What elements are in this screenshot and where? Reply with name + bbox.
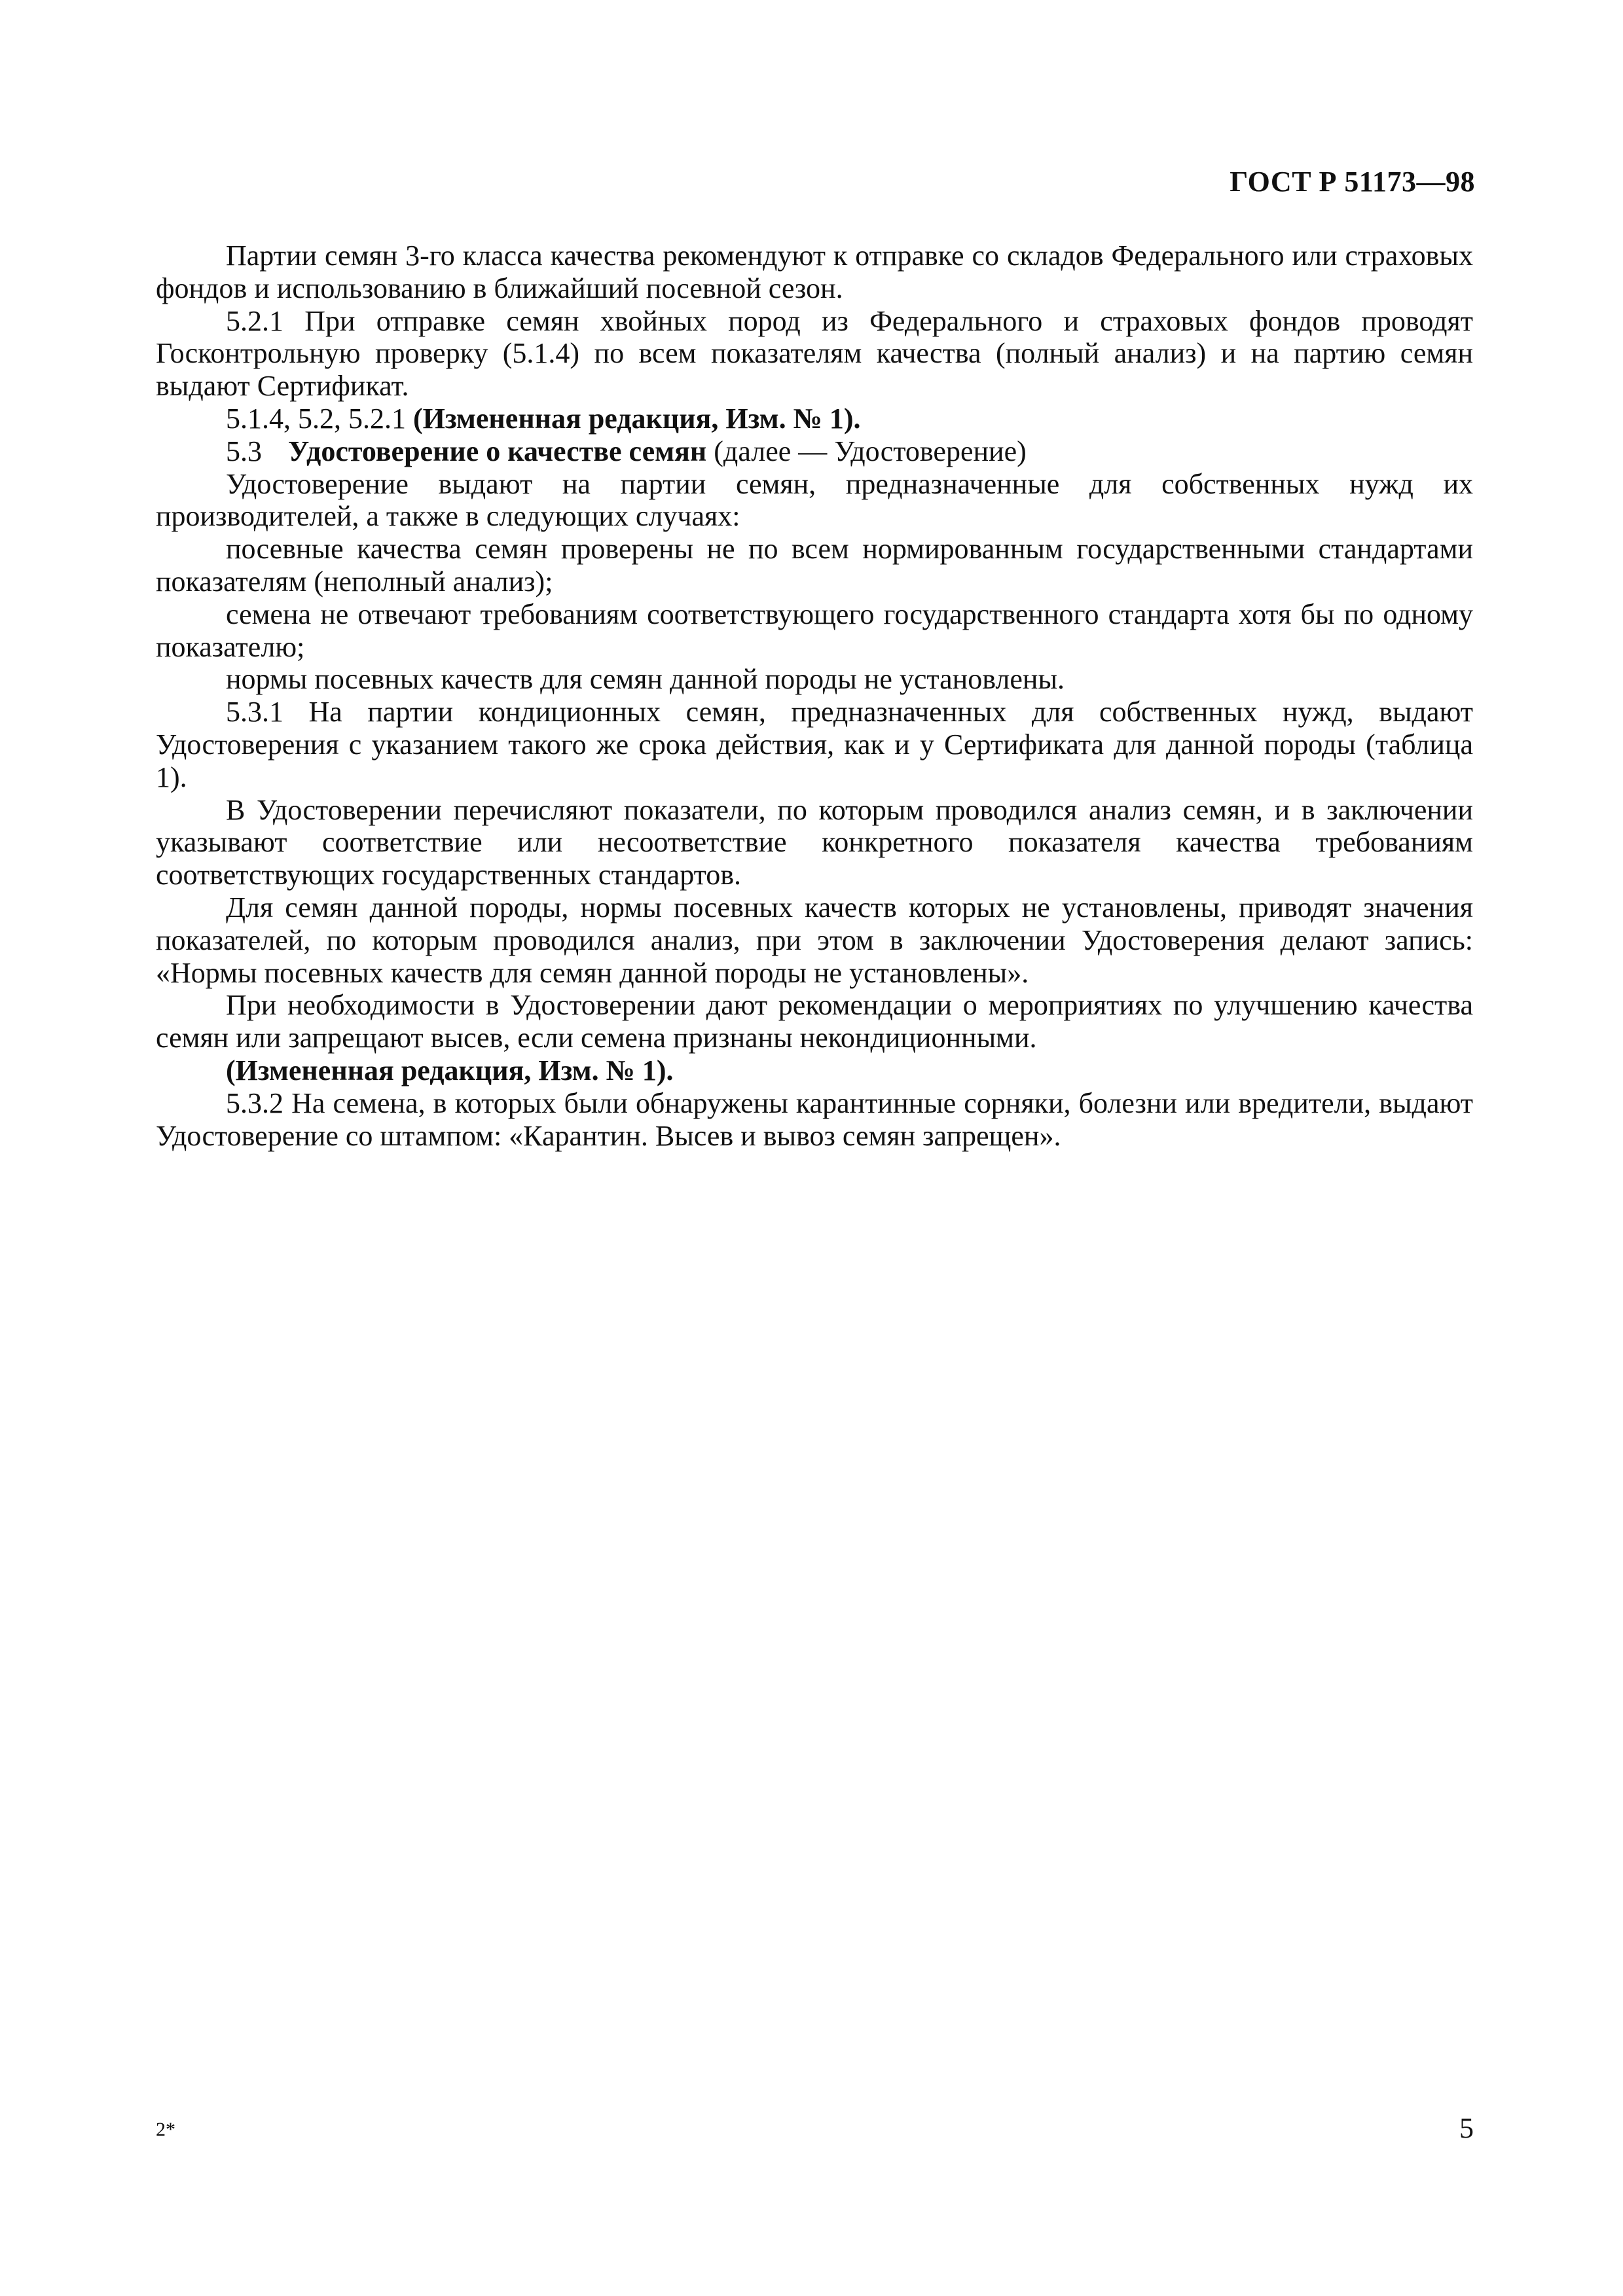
amendment-refs: 5.1.4, 5.2, 5.2.1 — [226, 402, 406, 435]
section-number: 5.3 — [226, 435, 262, 467]
list-item: нормы посевных качеств для семян данной породы не установлены. — [226, 663, 1065, 696]
standard-code-header: ГОСТ Р 51173—98 — [1230, 166, 1475, 198]
paragraph: При необходимости в Удостоверении дают рекомендации о мероприятиях по улучшению качества семян или запрещают высев, если семена признаны некондиционными. — [156, 989, 1473, 1054]
paragraph: Для семян данной породы, нормы посевных качеств которых не установлены, приводят значения показателей, по которым проводился анализ, при этом в заключении Удостоверения делают запись: «Нормы посевных качеств для семян данной породы не установлены». — [156, 891, 1473, 989]
amendment-label: (Измененная редакция, Изм. № 1). — [226, 1054, 674, 1086]
list-item: посевные качества семян проверены не по всем нормированным государственными стандартами показателям (неполный анализ); — [156, 533, 1473, 598]
paragraph: В Удостоверении перечисляют показатели, по которым проводился анализ семян, и в заключении указывают соответствие или несоответствие конкретного показателя качества требованиям соответствующих государственных стандартов. — [156, 793, 1473, 891]
amendment-note — [156, 403, 1473, 435]
amendment-label: (Измененная редакция, Изм. № 1). — [413, 402, 861, 435]
page-number: 5 — [1459, 2112, 1474, 2144]
section-title-suffix: (далее — Удостоверение) — [714, 435, 1027, 467]
paragraph: Удостоверение выдают на партии семян, предназначенные для собственных нужд их производителей, а также в следующих случаях: — [156, 467, 1473, 533]
section-title: Удостоверение о качестве семян — [288, 435, 707, 467]
sheet-mark: 2* — [156, 2119, 175, 2140]
paragraph: Партии семян 3-го класса качества рекомендуют к отправке со складов Федерального или страховых фондов и использованию в ближайший посевной сезон. — [156, 240, 1473, 304]
section-5-3-heading — [156, 435, 1473, 468]
paragraph-5-2-1: 5.2.1 При отправке семян хвойных пород из Федерального и страховых фондов проводят Госконтрольную проверку (5.1.4) по всем показателям качества (полный анализ) и на партию семян выдают Сертификат. — [156, 304, 1473, 403]
document-body — [156, 240, 1473, 1152]
paragraph-5-3-2: 5.3.2 На семена, в которых были обнаружены карантинные сорняки, болезни или вредители, выдают Удостоверение со штампом: «Карантин. Высев и вывоз семян запрещен». — [156, 1086, 1473, 1152]
list-item: семена не отвечают требованиям соответствующего государственного стандарта хотя бы по одному показателю; — [156, 598, 1473, 663]
paragraph-5-3-1: 5.3.1 На партии кондиционных семян, предназначенных для собственных нужд, выдают Удостоверения с указанием такого же срока действия, как и у Сертификата для данной породы (таблица 1). — [156, 696, 1473, 793]
